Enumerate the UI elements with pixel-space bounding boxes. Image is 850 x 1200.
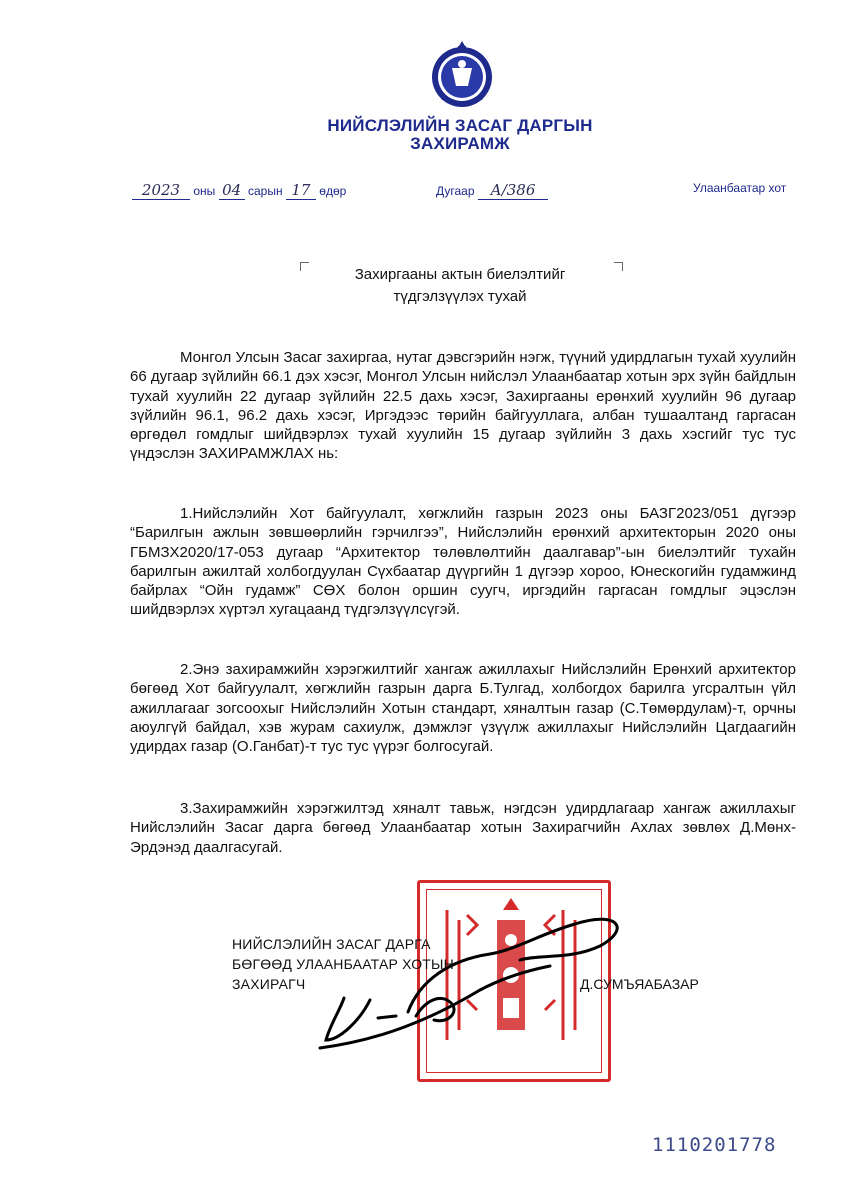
org-title-line1: НИЙСЛЭЛИЙН ЗАСАГ ДАРГЫН [327,116,593,135]
clause-3-paragraph: 3.Захирамжийн хэрэгжилтэд хяналт тавьж, нэгдсэн удирдлагаар хангаж ажиллахыг Нийслэлийн Засаг дарга бөгөөд Улаанбаатар хотын Захирагчийн Ахлах зөвлөх Д.Мөнх-Эрдэнэд даалгасугай. [130,800,796,856]
signatory-title-line2: БӨГӨӨД УЛААНБААТАР ХОТЫН [232,956,454,972]
month-label: сарын [247,184,283,198]
date-line [132,181,346,200]
handwritten-signature-icon [300,890,640,1070]
city-label: Улаанбаатар хот [693,181,787,195]
subject-line2: түдгэлзүүлэх тухай [393,288,527,305]
date-month: 04 [219,181,245,200]
clause-1-paragraph: 1.Нийслэлийн Хот байгуулалт, хөгжлийн газрын 2023 оны БАЗГ2023/051 дүгээр “Барилгын ажлын зөвшөөрлийн гэрчилгээ”, Нийслэлийн ерөнхий архитекторын 2020 оны ГБМЗХ2020/17-053 дугаар “Архитектор төлөвлөлтийн даалгавар”-ын биелэлтийг тухайн барилгын ажилтай холбогдуулан Сүхбаатар дүүргийн 1 дүгээр хороо, Юнескогийн гудамжинд байрлах “Ойн гудамж” СӨХ болон оршин суугч, иргэдийн гаргасан гомдлыг эцэслэн шийдвэрлэх хүртэл хугацаанд түдгэлзүүлсүгэй. [130,505,796,619]
subject-line1: Захиргааны актын биелэлтийг [354,266,566,283]
signatory-name: Д.СУМЪЯАБАЗАР [580,976,699,992]
document-number: А/386 [478,181,548,200]
clause-2-paragraph: 2.Энэ захирамжийн хэрэгжилтийг хангаж ажиллахыг Нийслэлийн Ерөнхий архитектор бөгөөд Хот байгуулалт, хөгжлийн газрын дарга Б.Тулгад, холбогдох барилга угсралтын үйл ажиллагааг зогсоохыг Нийслэлийн Хотын стандарт, хяналтын газар (С.Төмөрдулам)-т, орчны аюулгүй байдал, хэв журам сахиулж, дэмжлэг үзүүлж ажиллахыг Нийслэлийн Цагдаагийн удирдах газар (О.Ганбат)-т тус тус үүрэг болгосугай. [130,661,796,756]
date-day: 17 [286,181,316,200]
signatory-title-line3: ЗАХИРАГЧ [232,976,306,992]
signatory-title-line1: НИЙСЛЭЛИЙН ЗАСАГ ДАРГА [232,936,431,952]
serial-number: 1110201778 [652,1134,777,1156]
preamble-paragraph: Монгол Улсын Засаг захиргаа, нутаг дэвсгэрийн нэгж, түүний удирдлагын тухай хуулийн 66 дугаар зүйлийн 66.1 дэх хэсэг, Монгол Улсын нийслэл Улаанбаатар хотын эрх зүйн байдлын тухай хуулийн 22 дугаар зүйлийн 22.5 дахь хэсэг, Захиргааны ерөнхий хуулийн 96 дугаар зүйлийн 96.1, 96.2 дахь хэсэг, Иргэдээс төрийн байгууллага, албан тушаалтанд гаргасан өргөдөл гомдлыг шийдвэрлэх тухай хуулийн 15 дугаар зүйлийн 3 дахь хэсгийг тус тус үндэслэн ЗАХИРАМЖЛАХ нь: [130,349,796,463]
year-label: оны [193,184,216,198]
org-title-line2: ЗАХИРАМЖ [410,134,510,153]
day-label: өдөр [319,184,347,198]
state-emblem-icon [428,40,496,110]
number-label: Дугаар [436,184,475,198]
date-year: 2023 [132,181,190,200]
number-line [436,181,548,200]
